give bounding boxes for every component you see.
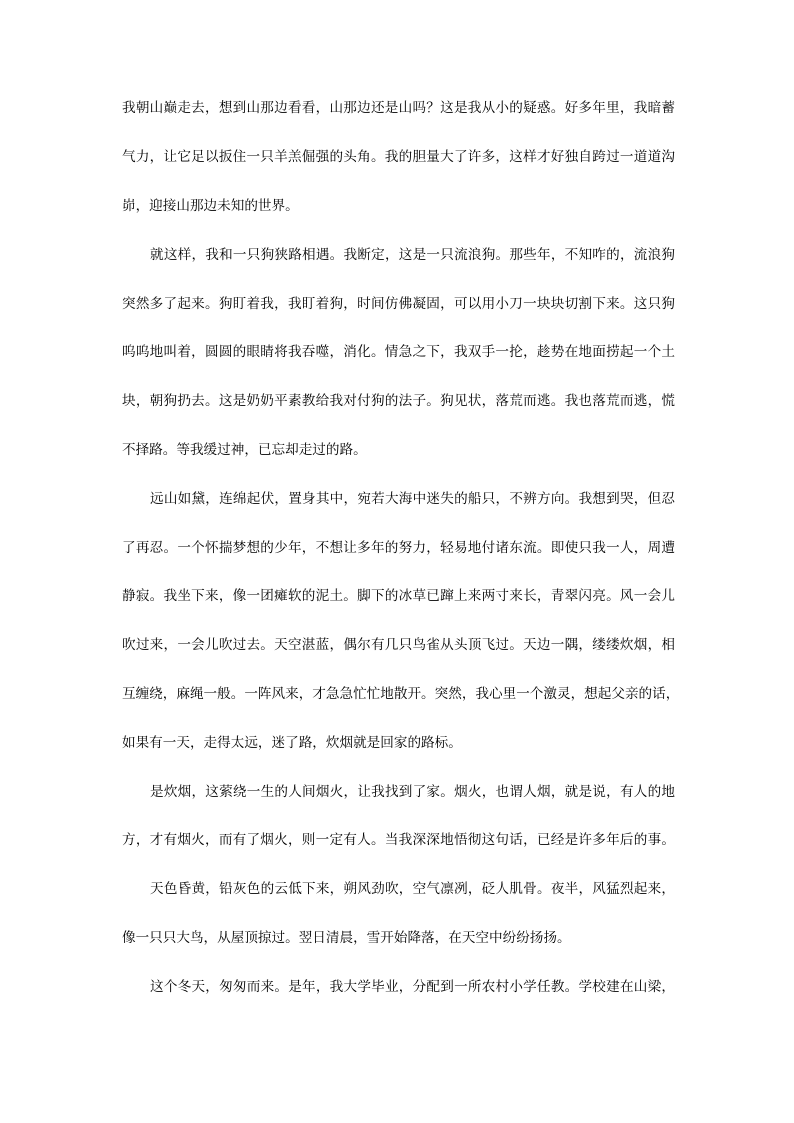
text-line: 天色昏黄，铅灰色的云低下来，朔风劲吹，空气凛冽，砭人肌骨。夜半，风猛烈起来， [150,881,675,897]
text-line: 气力，让它足以扳住一只羊羔倔强的头角。我的胆量大了许多，这样才好独自跨过一道道沟 [122,149,675,165]
text-line: 这个冬天，匆匆而来。是年，我大学毕业，分配到一所农村小学任教。学校建在山梁， [150,979,675,995]
text-line: 如果有一天，走得太远，迷了路，炊烟就是回家的路标。 [122,735,462,751]
text-line: 不择路。等我缓过神，已忘却走过的路。 [122,442,367,458]
text-line: 方，才有烟火，而有了烟火，则一定有人。当我深深地悟彻这句话，已经是许多年后的事。 [122,832,675,848]
text-line: 峁，迎接山那边未知的世界。 [122,198,299,214]
text-line: 互缠绕，麻绳一般。一阵风来，才急急忙忙地散开。突然，我心里一个激灵，想起父亲的话， [122,686,680,702]
text-line: 吹过来，一会儿吹过去。天空湛蓝，偶尔有几只鸟雀从头顶飞过。天边一隅，缕缕炊烟，相 [122,637,675,653]
text-line: 远山如黛，连绵起伏，置身其中，宛若大海中迷失的船只，不辨方向。我想到哭，但忍 [150,491,675,507]
text-line: 块，朝狗扔去。这是奶奶平素教给我对付狗的法子。狗见状，落荒而逃。我也落荒而逃，慌 [122,393,675,409]
text-line: 静寂。我坐下来，像一团瘫软的泥土。脚下的冰草已蹿上来两寸来长，青翠闪亮。风一会儿 [122,588,675,604]
text-line: 是炊烟，这萦绕一生的人间烟火，让我找到了家。烟火，也谓人烟，就是说，有人的地 [150,784,675,800]
text-line: 就这样，我和一只狗狭路相遇。我断定，这是一只流浪狗。那些年，不知咋的，流浪狗 [150,247,675,263]
text-line: 了再忍。一个怀揣梦想的少年，不想让多年的努力，轻易地付诸东流。即使只我一人，周遭 [122,540,675,556]
text-line: 突然多了起来。狗盯着我，我盯着狗，时间仿佛凝固，可以用小刀一块块切割下来。这只狗 [122,296,675,312]
text-line: 呜呜地叫着，圆圆的眼睛将我吞噬，消化。情急之下，我双手一抡，趁势在地面捞起一个土 [122,344,675,360]
text-line: 像一只只大鸟，从屋顶掠过。翌日清晨，雪开始降落，在天空中纷纷扬扬。 [122,930,571,946]
text-line: 我朝山巅走去，想到山那边看看，山那边还是山吗？这是我从小的疑惑。好多年里，我暗蓄 [122,100,675,116]
